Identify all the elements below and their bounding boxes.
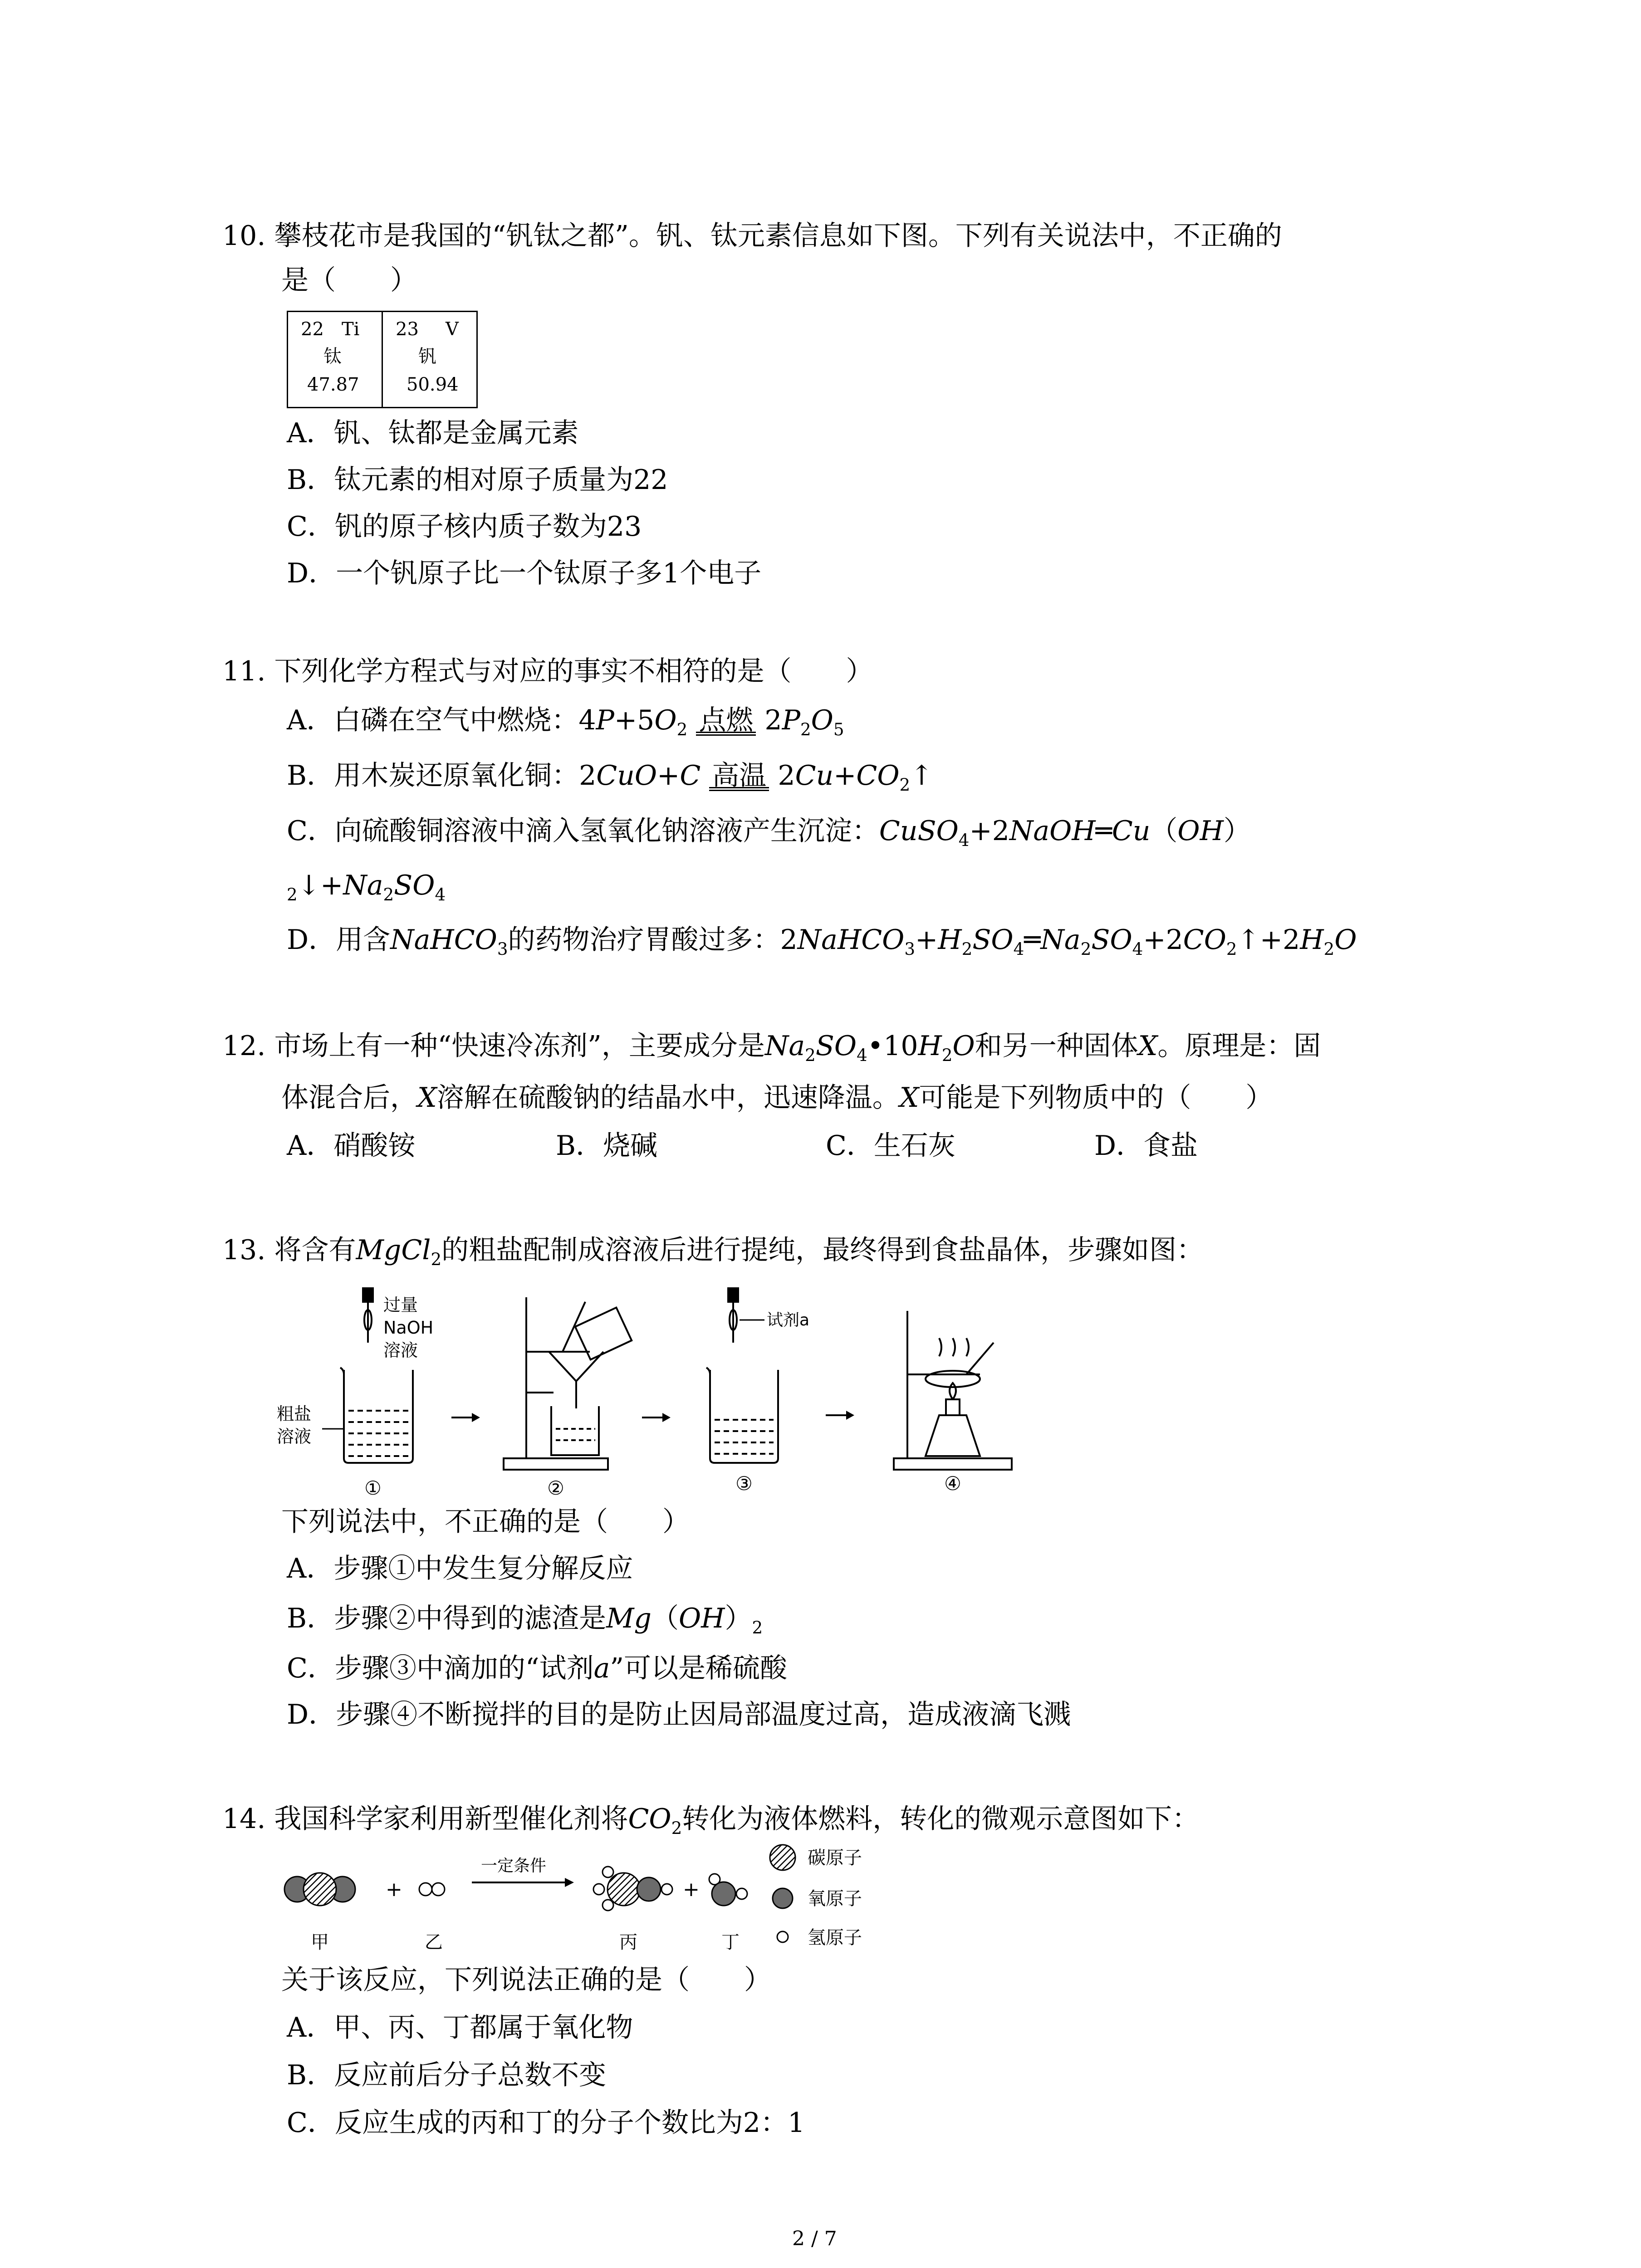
q10-option-d: D．一个钒原子比一个钛原子多1个电子 [287,557,762,589]
beaker-icon [322,1368,413,1463]
q10-stem-line1: 10. 攀枝花市是我国的“钒钛之都”。钒、钛元素信息如下图。下列有关说法中，不正确的 [222,220,1282,252]
v-name: 钒 [418,346,436,367]
q14-sub-stem: 关于该反应，下列说法正确的是（ ） [281,1964,771,1996]
purification-steps-figure [272,1284,1016,1510]
label-bing: 丙 [619,1932,637,1953]
condition-ignite: 点燃 [696,702,756,738]
q13-sub-stem: 下列说法中，不正确的是（ ） [281,1506,690,1538]
ti-symbol: Ti [342,319,360,340]
q11-option-c-line2: $_2↓+Na_2SO_4$ [287,870,446,905]
element-cell-ti [287,311,383,408]
v-mass: 50.94 [407,374,459,395]
hydrogen-atom-icon [777,1931,788,1942]
q11-option-a: A．白磷在空气中燃烧：$4P+5O_2$ 点燃 $2P_2O_5$ [287,702,844,738]
q13-option-c: C．步骤③中滴加的“试剂a”可以是稀硫酸 [287,1652,788,1684]
dropper-icon [728,1288,764,1343]
q12-option-c: C．生石灰 [826,1130,955,1162]
label-ding: 丁 [721,1932,740,1953]
q12-option-d: D．食盐 [1094,1130,1198,1162]
ti-mass: 47.87 [307,374,359,395]
plus-sign-2: + [683,1878,700,1901]
fig-label-crude-salt: 粗盐 [277,1404,312,1424]
q11-option-c-line1: C．向硫酸铜溶液中滴入氢氧化钠溶液产生沉淀：CuSO$_4$+2NaOH═Cu（OH） [287,815,1251,850]
q13-option-b: B．步骤②中得到的滤渣是$Mg(OH)_2$ [287,1603,763,1638]
evaporation-apparatus-icon [894,1311,1012,1470]
q14-option-a: A．甲、丙、丁都属于氧化物 [287,2012,633,2043]
q13-option-d: D．步骤④不断搅拌的目的是防止因局部温度过高，造成液滴飞溅 [287,1699,1071,1730]
v-symbol: V [446,319,459,340]
legend-oxygen: 氧原子 [808,1888,862,1909]
step-1-label: ① [364,1477,382,1499]
q11-option-d: D．用含NaHCO$_3$的药物治疗胃酸过多：$2NaHCO_3+H_2SO_4═Na_2SO_4+2CO_2↑+2H_2O$ [287,924,1357,959]
q12-stem-line2: 体混合后，X溶解在硫酸钠的结晶水中，迅速降温。X可能是下列物质中的（ ） [281,1082,1273,1114]
label-jia: 甲 [311,1932,329,1953]
step-4-label: ④ [944,1472,961,1495]
molecule-co2-icon [284,1873,355,1906]
fig-label-naoh: NaOH [383,1318,434,1338]
molecule-h2-icon [419,1883,445,1896]
q13-stem: 13. 将含有MgCl$_2$的粗盐配制成溶液后进行提纯，最终得到食盐晶体，步骤如图： [222,1234,1204,1270]
fig-label-excess: 过量 [383,1295,418,1315]
ti-name: 钛 [323,346,342,367]
label-yi: 乙 [425,1932,443,1953]
q11-stem: 11. 下列化学方程式与对应的事实不相符的是（ ） [222,655,873,687]
q10-option-a: A．钒、钛都是金属元素 [287,417,579,449]
legend-hydrogen: 氢原子 [808,1927,862,1948]
q12-option-b: B．烧碱 [556,1130,658,1162]
fig-label-solution: 溶液 [383,1340,418,1360]
q10-option-b: B．钛元素的相对原子质量为22 [287,464,668,496]
step-2-label: ② [547,1477,564,1499]
element-cell-v [382,311,478,408]
oxygen-atom-icon [773,1888,793,1908]
q11-option-b: B．用木炭还原氧化铜：2CuO+C 高温 $2Cu+CO_2↑$ [287,758,933,794]
ti-number: 22 [301,319,324,340]
q12-stem-line1: 12. 市场上有一种“快速冷冻剂”，主要成分是$Na_2SO_4•10H_2O$和另一种固体X。原理是：固 [222,1030,1321,1066]
step-3-label: ③ [735,1472,753,1495]
q12-option-a: A．硝酸铵 [287,1130,416,1162]
filtration-apparatus-icon [504,1297,632,1470]
plus-sign-1: + [386,1878,402,1901]
molecule-product-c-icon [593,1867,672,1911]
v-number: 23 [396,319,419,340]
molecule-water-icon [709,1874,747,1906]
dropper-icon [363,1288,373,1343]
q14-option-b: B．反应前后分子总数不变 [287,2059,607,2091]
fig-label-solution2: 溶液 [277,1427,312,1447]
q10-stem-line2: 是（ ） [281,264,417,296]
fig-label-reagent-a: 试剂a [767,1311,810,1330]
legend-carbon: 碳原子 [808,1848,862,1868]
page-number: 2 / 7 [792,2227,837,2250]
q14-option-c: C．反应生成的丙和丁的分子个数比为2：1 [287,2107,805,2139]
q13-option-a: A．步骤①中发生复分解反应 [287,1553,633,1584]
carbon-atom-icon [770,1845,795,1870]
q14-stem: 14. 我国科学家利用新型催化剂将$CO_2$转化为液体燃料，转化的微观示意图如下： [222,1803,1200,1838]
reaction-condition: 一定条件 [481,1857,547,1875]
q10-option-c: C．钒的原子核内质子数为23 [287,511,642,543]
reaction-diagram [281,1844,916,1962]
condition-high-temp: 高温 [709,758,769,794]
arrow-icons [451,1411,854,1422]
legend [770,1845,795,1942]
beaker-icon [706,1368,778,1463]
